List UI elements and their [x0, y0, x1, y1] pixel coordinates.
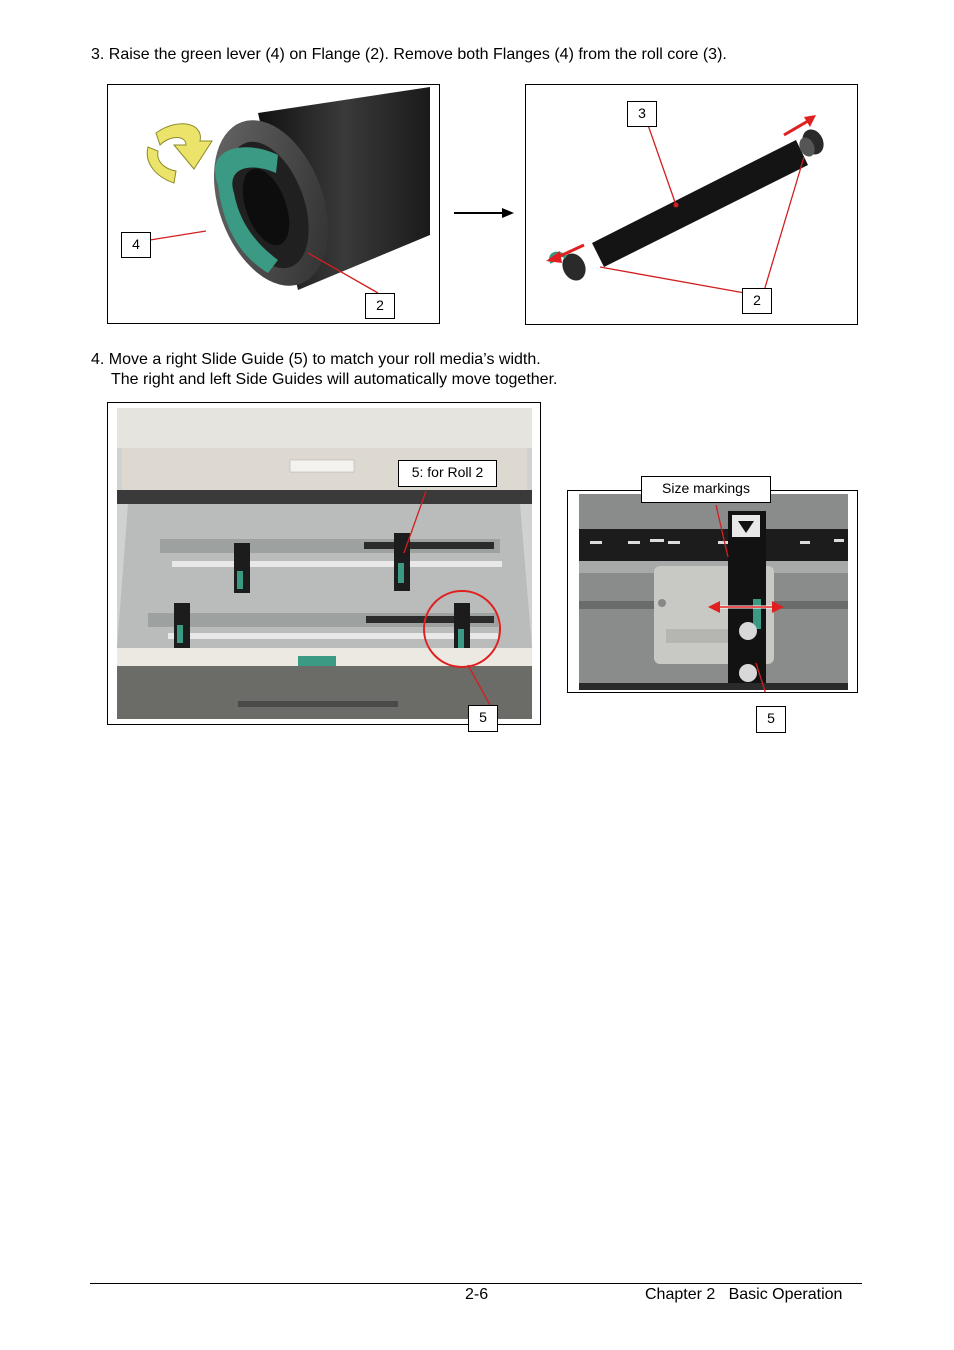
- step-4-text-line-1: 4. Move a right Slide Guide (5) to match your roll media’s width.: [91, 351, 541, 368]
- chapter-title: Chapter 2 Basic Operation: [645, 1286, 843, 1303]
- callout-flange-2: 2: [365, 293, 395, 319]
- flanges-removed-illustration: [526, 85, 857, 324]
- callout-roll-2: 5: for Roll 2: [398, 460, 497, 487]
- step-3-text: 3. Raise the green lever (4) on Flange (2). Remove both Flanges (4) from the roll core (3).: [91, 46, 727, 63]
- leader-line-lever: [150, 231, 206, 240]
- rotate-arrow-icon: [156, 124, 212, 169]
- figure-size-markings: [567, 490, 858, 693]
- leader-line-flange-left: [600, 267, 756, 295]
- callout-guide-5: 5: [756, 706, 786, 733]
- slide-guide-shape: [728, 511, 766, 686]
- figure-flanges-removed: [525, 84, 858, 325]
- callout-size-markings: Size markings: [641, 476, 771, 503]
- figure-flange-lever: [107, 84, 440, 324]
- roll-core-shape: [592, 140, 808, 267]
- callout-guide-5: 5: [468, 705, 498, 732]
- page-number: 2-6: [465, 1286, 489, 1303]
- step-4-text-line-2: The right and left Side Guides will automatically move together.: [111, 371, 558, 388]
- footer-rule: [90, 1283, 862, 1284]
- callout-lever-4: 4: [121, 232, 151, 258]
- figure-slide-guides-overview: [107, 402, 541, 725]
- callout-core-3: 3: [627, 101, 657, 127]
- size-markings-illustration: [568, 491, 857, 692]
- next-step-arrow-icon: [454, 206, 516, 220]
- leader-line-core: [648, 125, 676, 205]
- flange-lever-illustration: [108, 85, 439, 323]
- tray-illustration: [108, 403, 540, 724]
- callout-flange-2: 2: [742, 288, 772, 314]
